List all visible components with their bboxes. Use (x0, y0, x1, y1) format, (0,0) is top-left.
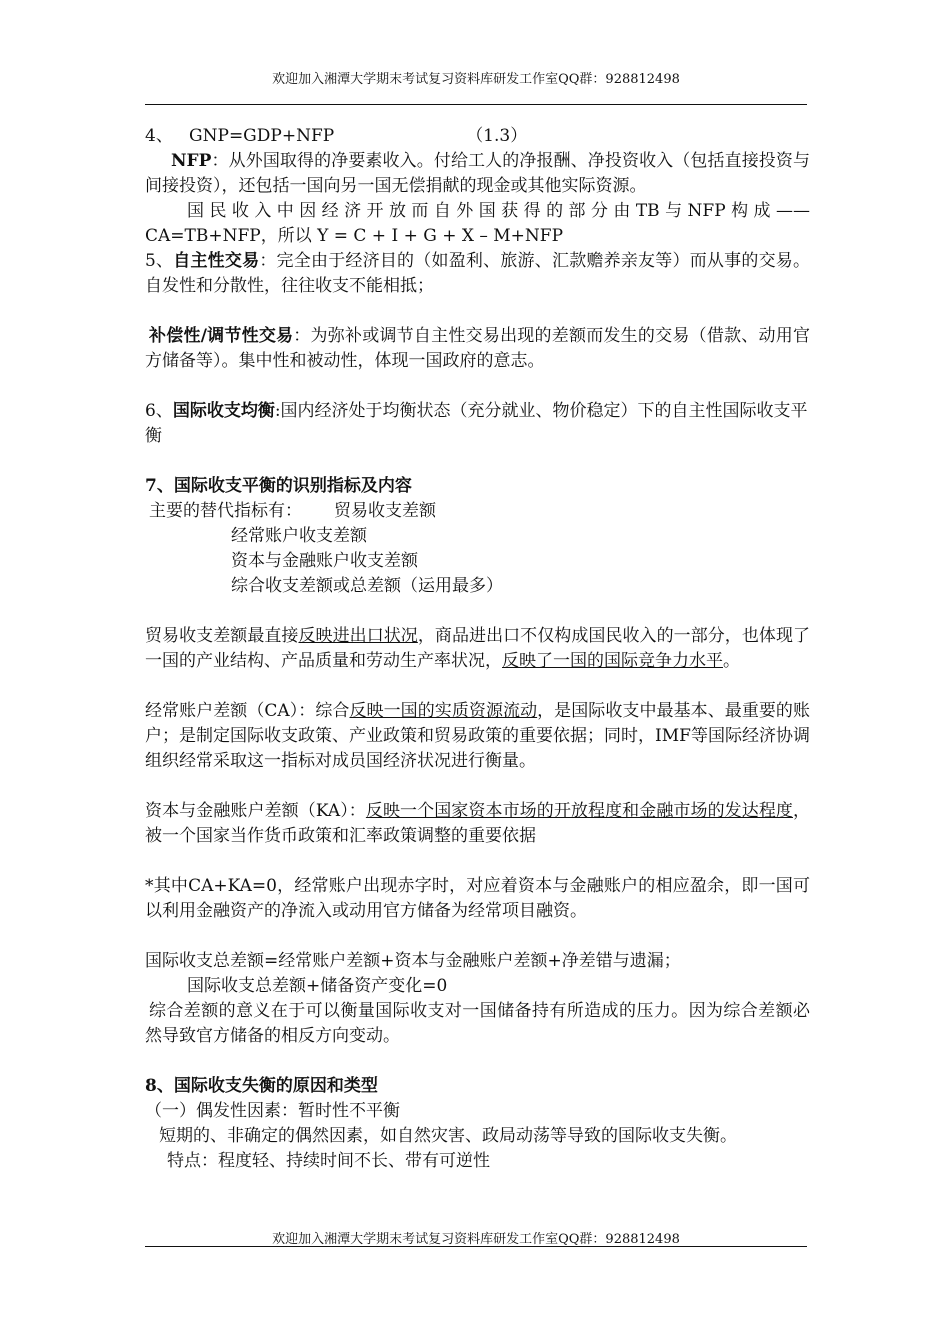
trade-balance-paragraph: 贸易收支差额最直接反映进出口状况，商品进出口不仅构成国民收入的一部分，也体现了一国的产业结构、产品质量和劳动生产率状况，反映了一国的国际竞争力水平。 (145, 626, 811, 671)
occasional-factor-desc: 短期的、非确定的偶然因素，如自然灾害、政局动荡等导致的国际收支失衡。 (159, 1126, 737, 1146)
ca-ka-note: *其中CA+KA=0，经常账户出现赤字时，对应着资本与金融账户的相应盈余，即一国可以利用金融资产的净流入或动用官方储备为经常项目融资。 (145, 876, 810, 921)
page-footer: 欢迎加入湘潭大学期末考试复习资料库研发工作室QQ群：928812498 (272, 1232, 680, 1247)
footer-rule (145, 1246, 807, 1247)
page-header: 欢迎加入湘潭大学期末考试复习资料库研发工作室QQ群：928812498 (272, 72, 680, 87)
national-income-paragraph: 国民收入中因经济开放而自外国获得的部分由TB与NFP构成—— (187, 201, 810, 221)
bop-equilibrium: 6、国际收支均衡:国内经济处于均衡状态（充分就业、物价稳定）下的自主性国际收支平衡 (145, 401, 808, 446)
indicator-item: 资本与金融账户收支差额 (231, 551, 418, 571)
current-account-paragraph: 经常账户差额（CA）：综合反映一国的实质资源流动，是国际收支中最基本、最重要的账户；是制定国际收支政策、产业政策和贸易政策的重要依据；同时，IMF等国际经济协调组织经常采取这一指标对成员国经济状况进行衡量。 (145, 701, 810, 771)
occasional-factor-heading: （一）偶发性因素：暂时性不平衡 (145, 1101, 400, 1121)
compensatory-transaction: 补偿性/调节性交易：为弥补或调节自主性交易出现的差额而发生的交易（借款、动用官方储备等）。集中性和被动性，体现一国政府的意志。 (145, 326, 810, 371)
autonomous-transaction: 5、自主性交易：完全由于经济目的（如盈利、旅游、汇款赡养亲友等）而从事的交易。自发性和分散性，往往收支不能相抵； (145, 251, 810, 296)
formula-line: 4、 GNP=GDP+NFP （1.3） (145, 126, 528, 146)
indicator-intro: 主要的替代指标有： 贸易收支差额 (149, 501, 436, 521)
capital-account-paragraph: 资本与金融账户差额（KA）：反映一个国家资本市场的开放程度和金融市场的发达程度，被一个国家当作货币政策和汇率政策调整的重要依据 (145, 801, 810, 846)
indicator-item: 经常账户收支差额 (231, 526, 367, 546)
total-balance-formula: 国际收支总差额=经常账户差额+资本与金融账户差额+净差错与遗漏； (145, 951, 681, 971)
document-body (145, 124, 810, 1174)
nfp-definition: NFP：从外国取得的净要素收入。付给工人的净报酬、净投资收入（包括直接投资与间接投资），还包括一国向另一国无偿捐献的现金或其他实际资源。 (145, 151, 810, 196)
total-balance-reserve: 国际收支总差额+储备资产变化=0 (187, 976, 448, 996)
header-rule (145, 104, 807, 105)
indicator-item: 综合收支差额或总差额（运用最多） (231, 576, 503, 596)
section-8-heading: 8、国际收支失衡的原因和类型 (145, 1076, 378, 1096)
occasional-factor-feature: 特点：程度轻、持续时间不长、带有可逆性 (167, 1151, 490, 1171)
indicator-item: 贸易收支差额 (334, 501, 436, 521)
overall-balance-meaning: 综合差额的意义在于可以衡量国际收支对一国储备持有所造成的压力。因为综合差额必然导致官方储备的相反方向变动。 (145, 1001, 810, 1046)
section-7-heading: 7、国际收支平衡的识别指标及内容 (145, 476, 412, 496)
ca-formula-line: CA=TB+NFP，所以 Y = C + I + G + X – M+NFP (145, 226, 564, 246)
